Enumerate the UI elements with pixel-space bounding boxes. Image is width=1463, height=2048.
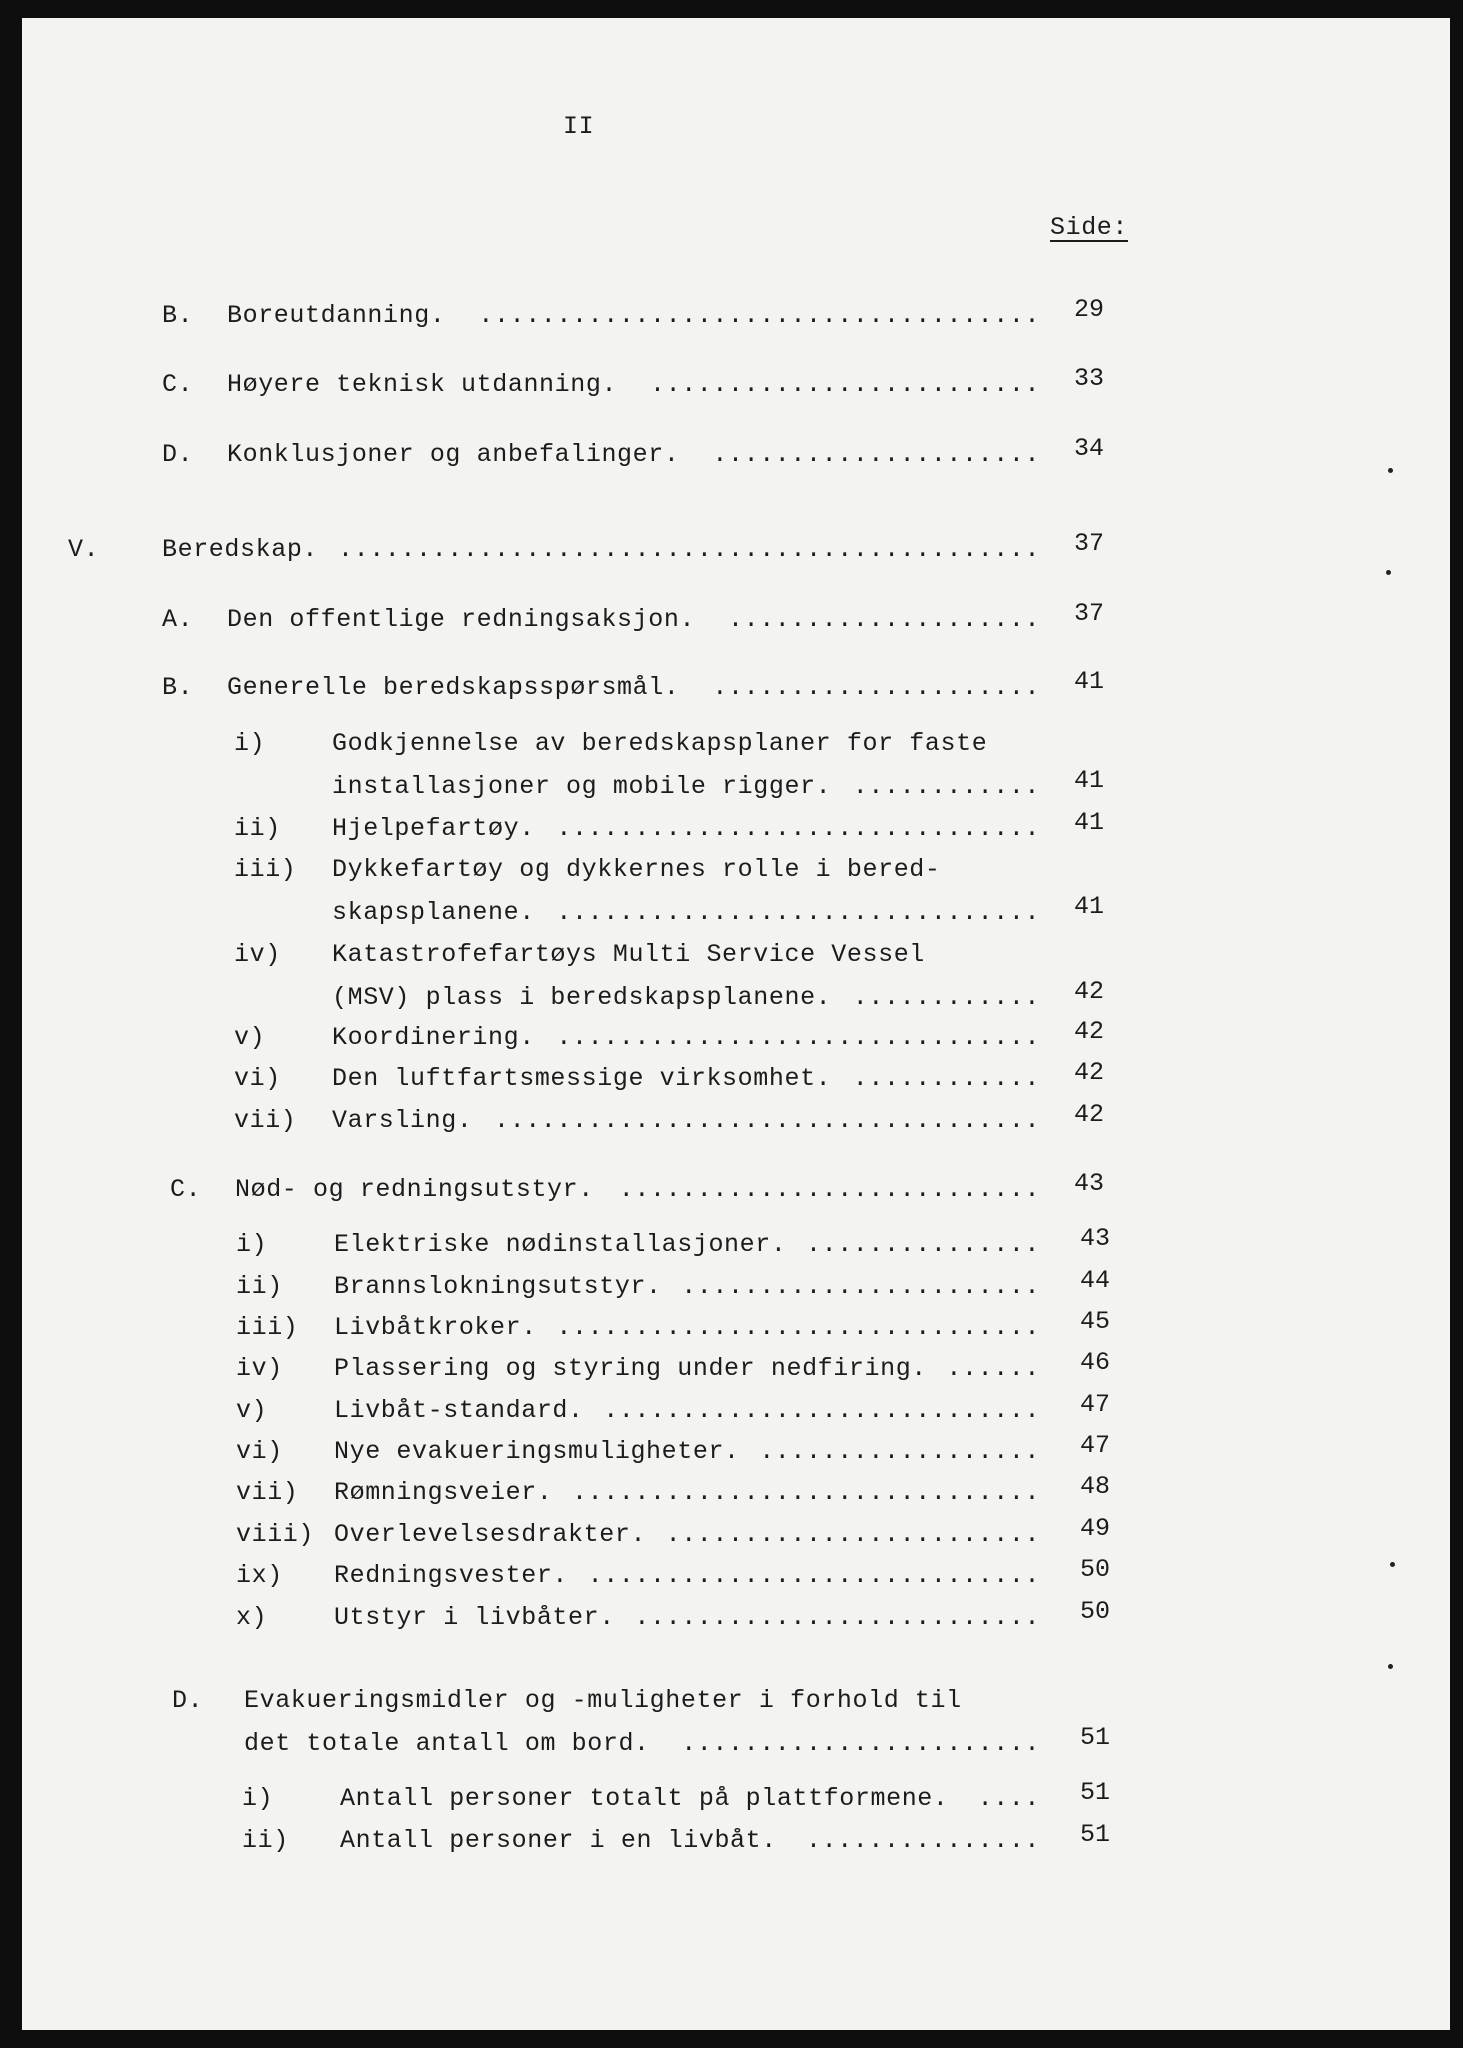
- toc-entry-page-number: 46: [1080, 1348, 1111, 1377]
- dot-leader: ....................................: [478, 301, 1041, 330]
- toc-entry-title: Brannslokningsutstyr.: [334, 1272, 662, 1301]
- toc-entry-title: Godkjennelse av beredskapsplaner for faste: [332, 729, 988, 758]
- dot-leader: ...................................: [494, 1106, 1041, 1135]
- toc-entry-page-number: 44: [1080, 1266, 1111, 1295]
- toc-entry-marker: vi): [234, 1064, 281, 1093]
- toc-entry-marker: iii): [234, 855, 297, 884]
- dot-leader: ........................: [665, 1520, 1041, 1549]
- dot-leader: ...............................: [556, 814, 1041, 843]
- toc-entry-page-number: 41: [1074, 667, 1105, 696]
- toc-entry-title: Redningsvester.: [334, 1561, 569, 1590]
- dot-leader: ..........................: [634, 1603, 1041, 1632]
- dot-leader: .....................: [712, 673, 1041, 702]
- dot-leader: ......: [946, 1354, 1041, 1383]
- dot-leader: ............: [852, 772, 1041, 801]
- toc-entry-marker: i): [234, 729, 266, 758]
- toc-entry-title: Koordinering.: [332, 1023, 535, 1052]
- toc-entry-page-number: 47: [1080, 1390, 1111, 1419]
- toc-entry-page-number: 41: [1074, 766, 1105, 795]
- toc-entry-marker: vi): [236, 1437, 283, 1466]
- toc-entry-page-number: 45: [1080, 1307, 1111, 1336]
- toc-entry-title: Livbåtkroker.: [334, 1313, 537, 1342]
- toc-entry-title: Nød- og redningsutstyr.: [235, 1175, 594, 1204]
- toc-entry-marker: B.: [162, 301, 194, 330]
- dot-leader: ..................: [759, 1437, 1041, 1466]
- toc-entry-marker: v): [236, 1396, 268, 1425]
- toc-entry-page-number: 29: [1074, 295, 1105, 324]
- toc-entry-page-number: 33: [1074, 364, 1105, 393]
- toc-entry-marker: B.: [162, 673, 194, 702]
- dot-leader: ..............................: [572, 1478, 1041, 1507]
- toc-entry-marker: v): [234, 1023, 266, 1052]
- toc-entry-title: Overlevelsesdrakter.: [334, 1520, 647, 1549]
- toc-entry-title: Høyere teknisk utdanning.: [227, 370, 618, 399]
- toc-entry-title: Generelle beredskapsspørsmål.: [227, 673, 680, 702]
- toc-entry-marker: vii): [236, 1478, 299, 1507]
- toc-entry-marker: iii): [236, 1313, 299, 1342]
- toc-entry-title: (MSV) plass i beredskapsplanene.: [332, 983, 832, 1012]
- toc-entry-page-number: 42: [1074, 1058, 1105, 1087]
- dot-leader: ....................: [728, 605, 1041, 634]
- toc-entry-marker: D.: [162, 440, 194, 469]
- toc-entry-title: installasjoner og mobile rigger.: [332, 772, 832, 801]
- toc-entry-marker: ii): [236, 1272, 283, 1301]
- toc-entry-title: Nye evakueringsmuligheter.: [334, 1437, 740, 1466]
- toc-entry-title: Den offentlige redningsaksjon.: [227, 605, 696, 634]
- toc-entry-marker: A.: [162, 605, 194, 634]
- dot-leader: .......................: [681, 1272, 1041, 1301]
- toc-entry-page-number: 42: [1074, 977, 1105, 1006]
- toc-entry-title: Utstyr i livbåter.: [334, 1603, 615, 1632]
- dot-leader: .............................: [587, 1561, 1041, 1590]
- toc-entry-page-number: 51: [1080, 1778, 1111, 1807]
- toc-entry-page-number: 43: [1074, 1169, 1105, 1198]
- dot-leader: ...............: [806, 1826, 1041, 1855]
- toc-entry-page-number: 50: [1080, 1555, 1111, 1584]
- dot-leader: ...........................: [618, 1175, 1041, 1204]
- dot-leader: .....................: [712, 440, 1041, 469]
- toc-entry-page-number: 42: [1074, 1017, 1105, 1046]
- toc-entry-title: Den luftfartsmessige virksomhet.: [332, 1064, 832, 1093]
- toc-entry-title: Hjelpefartøy.: [332, 814, 535, 843]
- toc-entry-marker: V.: [68, 535, 100, 564]
- toc-entry-marker: iv): [236, 1354, 283, 1383]
- dot-leader: .............................................: [338, 535, 1041, 564]
- toc-entry-title: Boreutdanning.: [227, 301, 446, 330]
- toc-entry-marker: ii): [242, 1826, 289, 1855]
- toc-entry-title: Konklusjoner og anbefalinger.: [227, 440, 680, 469]
- dot-leader: .......................: [681, 1729, 1041, 1758]
- toc-entry-title: Rømningsveier.: [334, 1478, 553, 1507]
- dot-leader: ............................: [603, 1396, 1041, 1425]
- toc-entry-page-number: 51: [1080, 1820, 1111, 1849]
- page-number-roman: II: [563, 112, 595, 141]
- scan-speck: [1390, 1562, 1395, 1567]
- scan-speck: [1388, 1664, 1393, 1669]
- toc-entry-page-number: 37: [1074, 529, 1105, 558]
- toc-entry-page-number: 34: [1074, 434, 1105, 463]
- toc-entry-page-number: 42: [1074, 1100, 1105, 1129]
- dot-leader: ............: [852, 1064, 1041, 1093]
- toc-entry-marker: C.: [162, 370, 194, 399]
- toc-entry-title: Antall personer i en livbåt.: [340, 1826, 777, 1855]
- toc-entry-title: Dykkefartøy og dykkernes rolle i bered-: [332, 855, 941, 884]
- dot-leader: ...............................: [556, 1313, 1041, 1342]
- toc-entry-marker: ii): [234, 814, 281, 843]
- dot-leader: .........................: [650, 370, 1041, 399]
- dot-leader: ....: [977, 1784, 1041, 1813]
- toc-entry-title: Katastrofefartøys Multi Service Vessel: [332, 940, 925, 969]
- toc-entry-title: Livbåt-standard.: [334, 1396, 584, 1425]
- toc-entry-title: Antall personer totalt på plattformene.: [340, 1784, 949, 1813]
- dot-leader: ...............................: [556, 1023, 1041, 1052]
- dot-leader: ...............: [806, 1230, 1041, 1259]
- scan-speck: [1386, 570, 1391, 575]
- toc-entry-marker: ix): [236, 1561, 283, 1590]
- toc-entry-marker: D.: [172, 1686, 204, 1715]
- toc-entry-page-number: 50: [1080, 1597, 1111, 1626]
- toc-entry-title: Beredskap.: [162, 535, 319, 564]
- toc-entry-page-number: 37: [1074, 599, 1105, 628]
- toc-entry-page-number: 47: [1080, 1431, 1111, 1460]
- toc-entry-page-number: 48: [1080, 1472, 1111, 1501]
- dot-leader: ............: [852, 983, 1041, 1012]
- toc-entry-page-number: 41: [1074, 892, 1105, 921]
- document-page: [22, 18, 1450, 2030]
- toc-entry-title: Evakueringsmidler og -muligheter i forhold til: [244, 1686, 962, 1715]
- toc-entry-title: Varsling.: [332, 1106, 473, 1135]
- column-header-side: Side:: [1050, 213, 1129, 242]
- toc-entry-marker: i): [236, 1230, 268, 1259]
- toc-entry-page-number: 49: [1080, 1514, 1111, 1543]
- toc-entry-marker: C.: [170, 1175, 202, 1204]
- toc-entry-marker: i): [242, 1784, 274, 1813]
- toc-entry-title: Elektriske nødinstallasjoner.: [334, 1230, 787, 1259]
- toc-entry-page-number: 51: [1080, 1723, 1111, 1752]
- toc-entry-title: skapsplanene.: [332, 898, 535, 927]
- toc-entry-marker: iv): [234, 940, 281, 969]
- toc-entry-marker: x): [236, 1603, 268, 1632]
- toc-entry-page-number: 43: [1080, 1224, 1111, 1253]
- toc-entry-marker: viii): [236, 1520, 315, 1549]
- toc-entry-title: det totale antall om bord.: [244, 1729, 650, 1758]
- scan-speck: [1388, 468, 1393, 473]
- toc-entry-marker: vii): [234, 1106, 297, 1135]
- dot-leader: ...............................: [556, 898, 1041, 927]
- toc-entry-title: Plassering og styring under nedfiring.: [334, 1354, 927, 1383]
- toc-entry-page-number: 41: [1074, 808, 1105, 837]
